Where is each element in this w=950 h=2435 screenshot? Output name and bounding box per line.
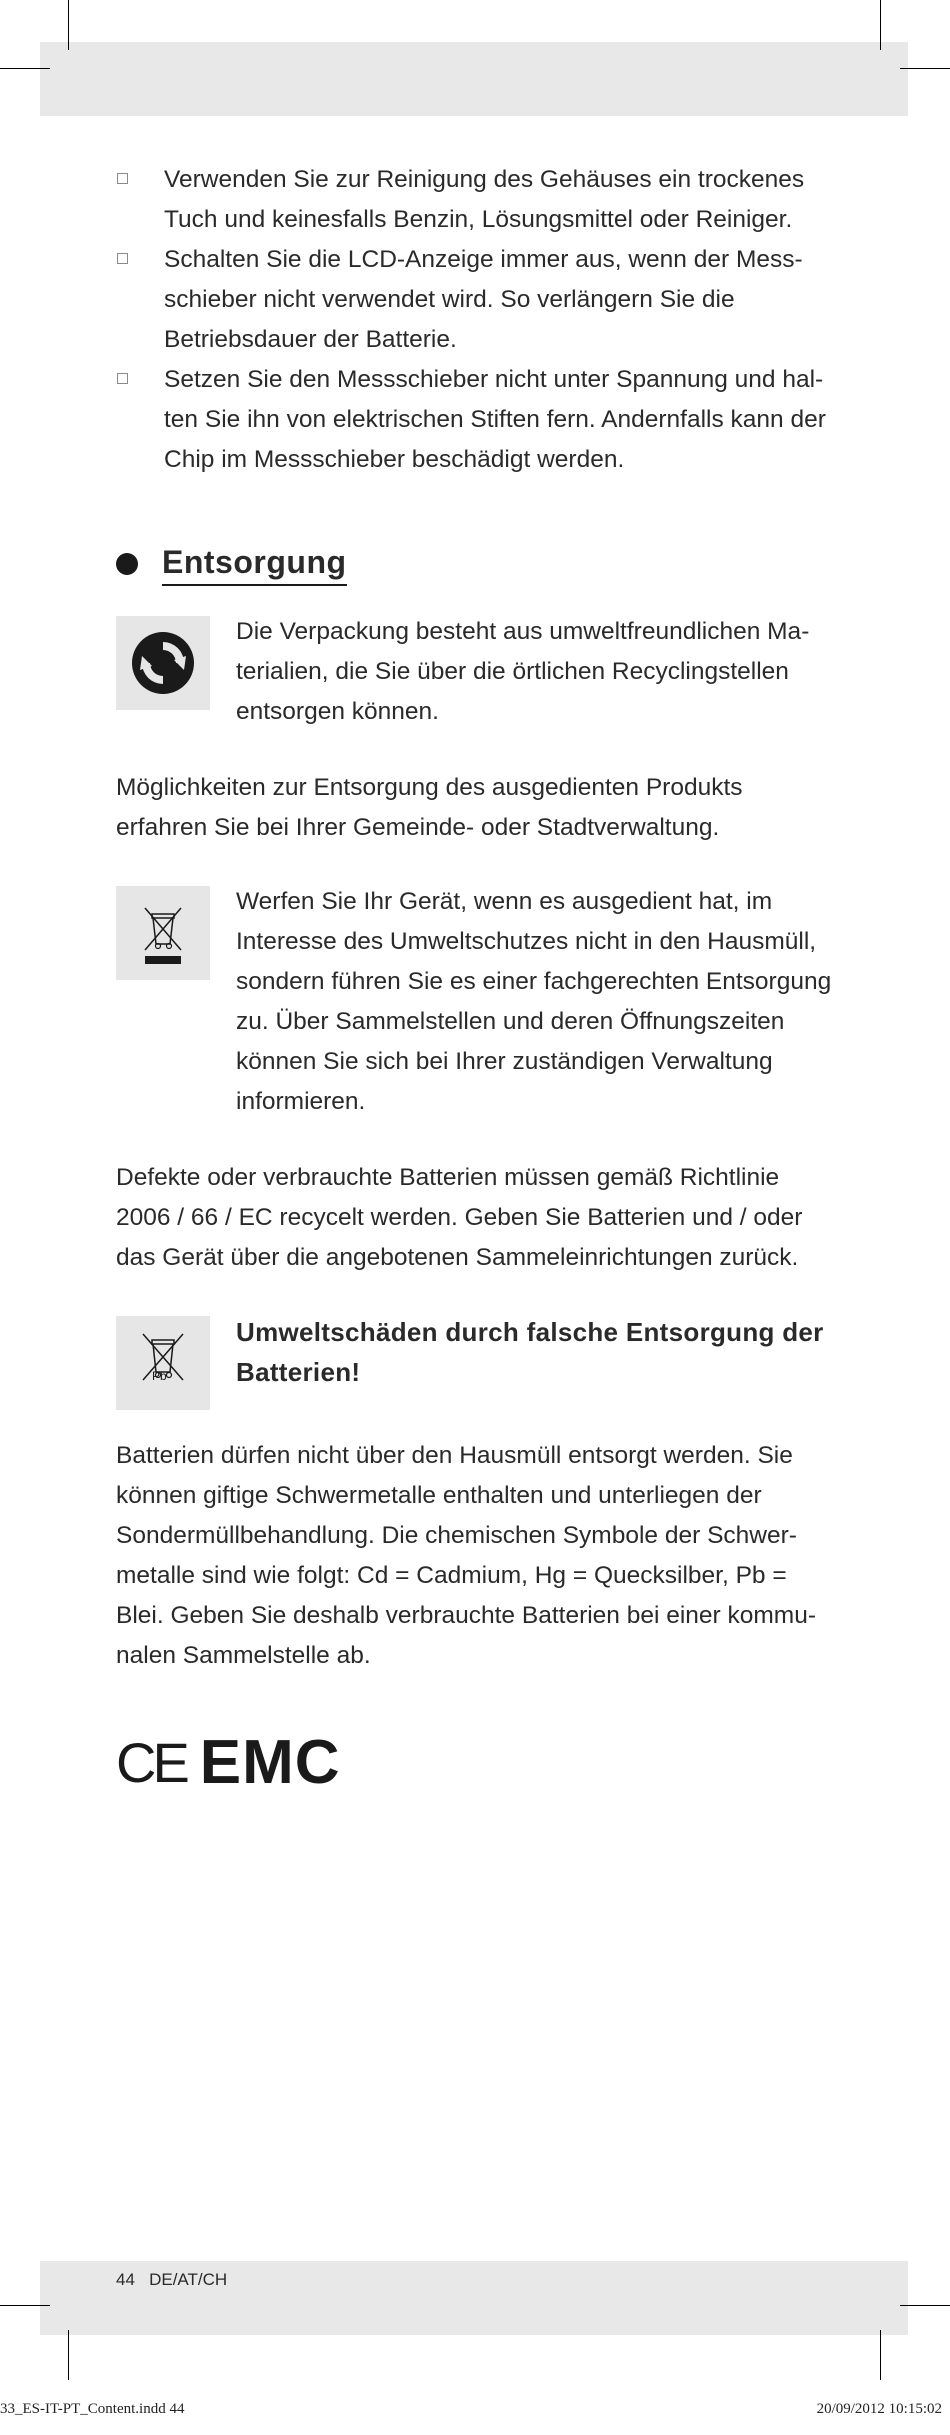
disposal-info-paragraph: Möglichkeiten zur Entsorgung des ausgedienten Produkts erfahren Sie bei Ihrer Gemeinde- oder Stadtverwaltung. [116,774,743,841]
emc-mark: EMC [199,1728,341,1797]
section-title: Entsorgung [162,542,347,586]
ce-mark: CE [116,1731,186,1794]
page-number: 44 [116,2270,135,2289]
battery-warning-block [116,1312,836,1410]
green-dot-recycle-icon [116,616,210,710]
checkbox-square-icon [117,253,128,264]
bullet-dot-icon [116,553,138,575]
list-item: Schalten Sie die LCD-Anzeige immer aus, wenn der Messschieber nicht verwendet wird. So verlängern Sie die Betriebsdauer der Batterie. [116,240,836,360]
certification-marks [116,1728,836,1797]
crop-mark [68,0,69,50]
page-footer [116,2265,227,2295]
checkbox-square-icon [117,173,128,184]
checkbox-square-icon [117,373,128,384]
crop-mark [880,0,881,50]
crop-mark [0,2305,50,2306]
crossed-bin-pb-icon [116,1316,210,1410]
weee-text: Werfen Sie Ihr Gerät, wenn es ausgedient hat, im Interesse des Umweltschutzes nicht in den Hausmüll, sondern führen Sie es einer fachgerechten Entsorgung zu. Über Sammelstellen und deren Öffnungszeiten können Sie sich bei Ihrer zuständigen Verwaltung informieren. [236,888,832,1115]
crop-mark [900,2305,950,2306]
list-item: Setzen Sie den Messschieber nicht unter Spannung und halten Sie ihn von elektrischen Stiften fern. Andernfalls kann der Chip im Messschieber beschädigt werden. [116,360,836,480]
recycle-text: Die Verpackung besteht aus umweltfreundlichen Materialien, die Sie über die örtlichen Recyclingstellen entsorgen können. [236,618,810,725]
header-band [40,42,908,116]
page-content [116,160,836,1797]
slug-timestamp: 20/09/2012 10:15:02 [816,2401,942,2417]
region-label: DE/AT/CH [149,2270,228,2289]
bullet-list [116,160,836,480]
crossed-bin-icon [116,886,210,980]
heavy-metals-paragraph: Batterien dürfen nicht über den Hausmüll entsorgt werden. Sie können giftige Schwermetalle enthalten und unterliegen der Sondermüllbehandlung. Die chemischen Symbole der Schwermetalle sind wie folgt: Cd = Cadmium, Hg = Quecksilber, Pb = Blei. Geben Sie deshalb verbrauchte Batterien bei einer kommunalen Sammelstelle ab. [116,1442,817,1669]
list-item: Verwenden Sie zur Reinigung des Gehäuses ein trockenes Tuch und keinesfalls Benzin, Lösungsmittel oder Reiniger. [116,160,836,240]
slug-file-name: 33_ES-IT-PT_Content.indd 44 [0,2401,185,2417]
weee-block [116,882,836,1122]
crop-mark [900,68,950,69]
recycle-block [116,612,836,732]
section-heading [116,542,836,586]
pb-label: Pb [152,1369,167,1383]
battery-directive-paragraph: Defekte oder verbrauchte Batterien müssen gemäß Richtlinie 2006 / 66 / EC recycelt werden. Geben Sie Batterien und / oder das Gerät über die angebotenen Sammeleinrichtungen zurück. [116,1164,803,1271]
battery-warning-title: Umweltschäden durch falsche Entsorgung der Batterien! [236,1317,824,1387]
crop-mark [880,2330,881,2380]
crop-mark [0,68,50,69]
crop-mark [68,2330,69,2380]
